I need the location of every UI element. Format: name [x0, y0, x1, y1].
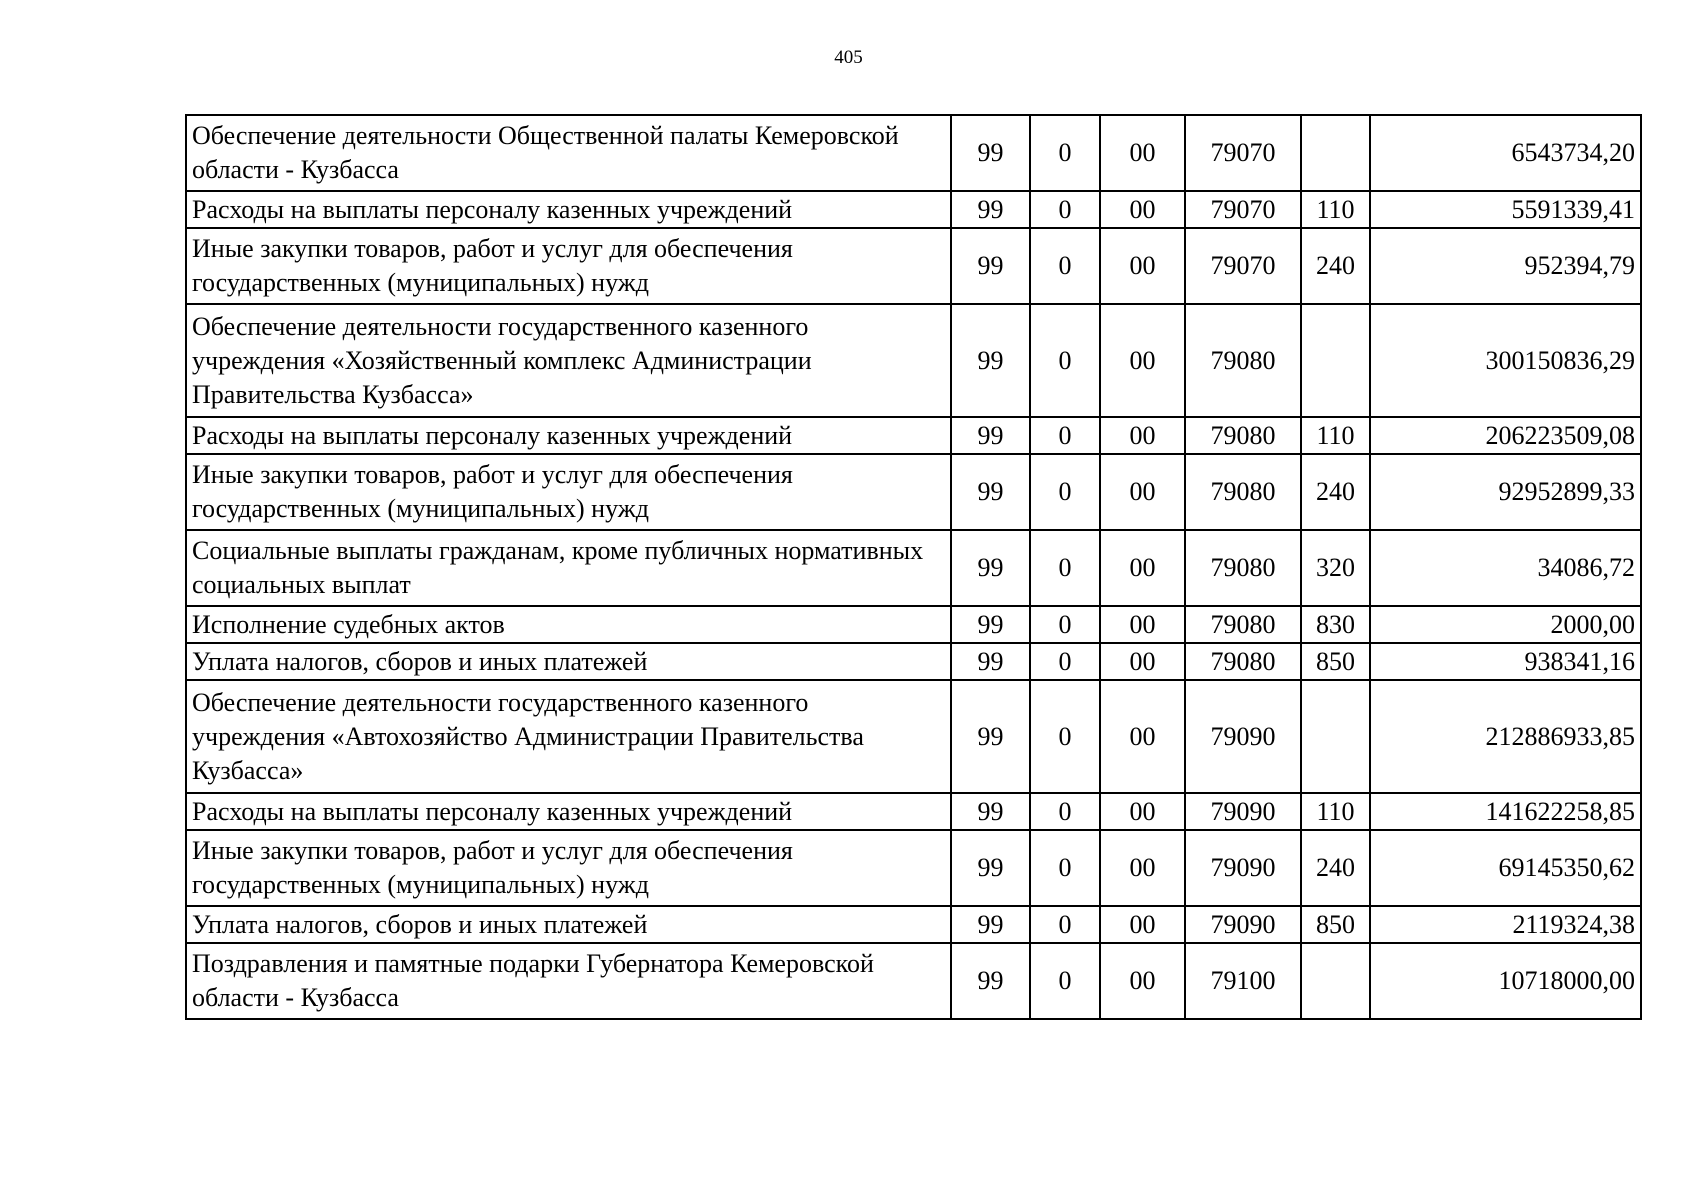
program-cell: 99: [951, 304, 1030, 417]
subprogram-cell: 0: [1030, 530, 1100, 606]
subprogram-cell: 0: [1030, 417, 1100, 454]
expense-type-cell: 240: [1301, 228, 1370, 304]
row-name-cell: Иные закупки товаров, работ и услуг для обеспечения государственных (муниципальных) нужд: [186, 830, 951, 906]
direction-cell: 00: [1100, 793, 1185, 830]
sum-cell: 5591339,41: [1370, 191, 1641, 228]
table-row: [186, 530, 1641, 606]
code-cell: 79100: [1185, 943, 1301, 1019]
table-row: [186, 454, 1641, 530]
direction-cell: 00: [1100, 191, 1185, 228]
subprogram-cell: 0: [1030, 643, 1100, 680]
subprogram-cell: 0: [1030, 228, 1100, 304]
program-cell: 99: [951, 115, 1030, 191]
table-row: [186, 943, 1641, 1019]
page-number: 405: [834, 47, 863, 68]
subprogram-cell: 0: [1030, 454, 1100, 530]
code-cell: 79080: [1185, 606, 1301, 643]
sum-cell: 952394,79: [1370, 228, 1641, 304]
row-name-cell: Расходы на выплаты персоналу казенных учреждений: [186, 191, 951, 228]
sum-cell: 2119324,38: [1370, 906, 1641, 943]
program-cell: 99: [951, 417, 1030, 454]
code-cell: 79090: [1185, 830, 1301, 906]
sum-cell: 92952899,33: [1370, 454, 1641, 530]
table-row: [186, 643, 1641, 680]
subprogram-cell: 0: [1030, 906, 1100, 943]
code-cell: 79080: [1185, 643, 1301, 680]
sum-cell: 34086,72: [1370, 530, 1641, 606]
table-row: [186, 228, 1641, 304]
direction-cell: 00: [1100, 530, 1185, 606]
program-cell: 99: [951, 228, 1030, 304]
expense-type-cell: 110: [1301, 191, 1370, 228]
program-cell: 99: [951, 830, 1030, 906]
budget-table: [185, 114, 1642, 1020]
expense-type-cell: [1301, 115, 1370, 191]
expense-type-cell: 850: [1301, 643, 1370, 680]
program-cell: 99: [951, 943, 1030, 1019]
direction-cell: 00: [1100, 304, 1185, 417]
program-cell: 99: [951, 906, 1030, 943]
direction-cell: 00: [1100, 943, 1185, 1019]
direction-cell: 00: [1100, 606, 1185, 643]
sum-cell: 2000,00: [1370, 606, 1641, 643]
table-row: [186, 906, 1641, 943]
table-row: [186, 417, 1641, 454]
expense-type-cell: 320: [1301, 530, 1370, 606]
row-name-cell: Уплата налогов, сборов и иных платежей: [186, 643, 951, 680]
table-row: [186, 793, 1641, 830]
table-row: [186, 830, 1641, 906]
direction-cell: 00: [1100, 906, 1185, 943]
subprogram-cell: 0: [1030, 943, 1100, 1019]
program-cell: 99: [951, 606, 1030, 643]
expense-type-cell: 850: [1301, 906, 1370, 943]
expense-type-cell: 830: [1301, 606, 1370, 643]
code-cell: 79080: [1185, 454, 1301, 530]
code-cell: 79070: [1185, 228, 1301, 304]
subprogram-cell: 0: [1030, 304, 1100, 417]
sum-cell: 10718000,00: [1370, 943, 1641, 1019]
subprogram-cell: 0: [1030, 680, 1100, 793]
row-name-cell: Расходы на выплаты персоналу казенных учреждений: [186, 793, 951, 830]
row-name-cell: Уплата налогов, сборов и иных платежей: [186, 906, 951, 943]
expense-type-cell: 240: [1301, 454, 1370, 530]
program-cell: 99: [951, 643, 1030, 680]
table-row: [186, 115, 1641, 191]
code-cell: 79080: [1185, 304, 1301, 417]
code-cell: 79080: [1185, 417, 1301, 454]
program-cell: 99: [951, 530, 1030, 606]
expense-type-cell: 110: [1301, 793, 1370, 830]
program-cell: 99: [951, 191, 1030, 228]
row-name-cell: Поздравления и памятные подарки Губернатора Кемеровской области - Кузбасса: [186, 943, 951, 1019]
table-row: [186, 680, 1641, 793]
code-cell: 79070: [1185, 115, 1301, 191]
direction-cell: 00: [1100, 830, 1185, 906]
code-cell: 79080: [1185, 530, 1301, 606]
direction-cell: 00: [1100, 115, 1185, 191]
subprogram-cell: 0: [1030, 830, 1100, 906]
program-cell: 99: [951, 793, 1030, 830]
subprogram-cell: 0: [1030, 793, 1100, 830]
direction-cell: 00: [1100, 228, 1185, 304]
direction-cell: 00: [1100, 417, 1185, 454]
code-cell: 79090: [1185, 680, 1301, 793]
sum-cell: 300150836,29: [1370, 304, 1641, 417]
program-cell: 99: [951, 680, 1030, 793]
code-cell: 79090: [1185, 906, 1301, 943]
row-name-cell: Расходы на выплаты персоналу казенных учреждений: [186, 417, 951, 454]
sum-cell: 69145350,62: [1370, 830, 1641, 906]
budget-table-body: [186, 115, 1641, 1019]
row-name-cell: Обеспечение деятельности государственного казенного учреждения «Хозяйственный комплекс Администрации Правительства Кузбасса»: [186, 304, 951, 417]
expense-type-cell: 110: [1301, 417, 1370, 454]
direction-cell: 00: [1100, 454, 1185, 530]
table-row: [186, 606, 1641, 643]
code-cell: 79070: [1185, 191, 1301, 228]
direction-cell: 00: [1100, 680, 1185, 793]
table-row: [186, 191, 1641, 228]
sum-cell: 206223509,08: [1370, 417, 1641, 454]
code-cell: 79090: [1185, 793, 1301, 830]
sum-cell: 938341,16: [1370, 643, 1641, 680]
row-name-cell: Обеспечение деятельности Общественной палаты Кемеровской области - Кузбасса: [186, 115, 951, 191]
sum-cell: 212886933,85: [1370, 680, 1641, 793]
subprogram-cell: 0: [1030, 115, 1100, 191]
row-name-cell: Иные закупки товаров, работ и услуг для обеспечения государственных (муниципальных) нужд: [186, 228, 951, 304]
expense-type-cell: 240: [1301, 830, 1370, 906]
direction-cell: 00: [1100, 643, 1185, 680]
sum-cell: 141622258,85: [1370, 793, 1641, 830]
expense-type-cell: [1301, 680, 1370, 793]
row-name-cell: Иные закупки товаров, работ и услуг для обеспечения государственных (муниципальных) нужд: [186, 454, 951, 530]
table-row: [186, 304, 1641, 417]
expense-type-cell: [1301, 304, 1370, 417]
subprogram-cell: 0: [1030, 191, 1100, 228]
expense-type-cell: [1301, 943, 1370, 1019]
sum-cell: 6543734,20: [1370, 115, 1641, 191]
row-name-cell: Социальные выплаты гражданам, кроме публичных нормативных социальных выплат: [186, 530, 951, 606]
program-cell: 99: [951, 454, 1030, 530]
row-name-cell: Обеспечение деятельности государственного казенного учреждения «Автохозяйство Администрации Правительства Кузбасса»: [186, 680, 951, 793]
row-name-cell: Исполнение судебных актов: [186, 606, 951, 643]
subprogram-cell: 0: [1030, 606, 1100, 643]
